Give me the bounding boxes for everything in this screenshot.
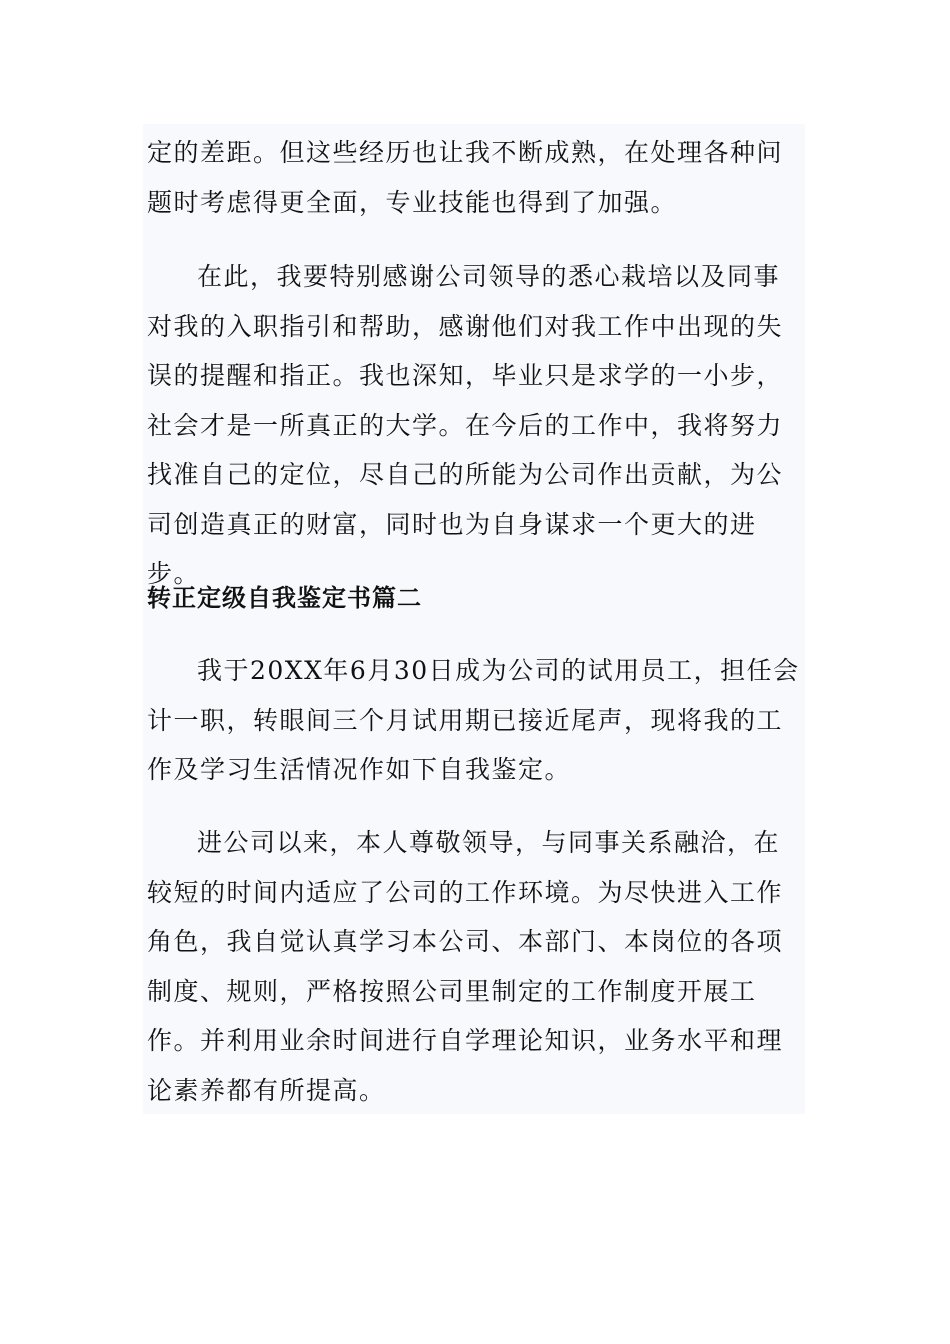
section-heading: 转正定级自我鉴定书篇二: [147, 584, 422, 612]
highlighted-text-area: [143, 124, 805, 1114]
paragraph-intro: 我于20XX年6月30日成为公司的试用员工，担任会计一职，转眼间三个月试用期已接近尾声，现将我的工作及学习生活情况作如下自我鉴定。: [147, 656, 800, 784]
paragraph-work-summary: 进公司以来，本人尊敬领导，与同事关系融洽，在较短的时间内适应了公司的工作环境。为尽快进入工作角色，我自觉认真学习本公司、本部门、本岗位的各项制度、规则，严格按照公司里制定的工作制度开展工作。并利用业余时间进行自学理论知识，业务水平和理论素养都有所提高。: [147, 828, 784, 1105]
paragraph-continuation: 定的差距。但这些经历也让我不断成熟，在处理各种问题时考虑得更全面，专业技能也得到了加强。: [147, 138, 784, 217]
paragraph-gratitude: 在此，我要特别感谢公司领导的悉心栽培以及同事对我的入职指引和帮助，感谢他们对我工作中出现的失误的提醒和指正。我也深知，毕业只是求学的一小步，社会才是一所真正的大学。在今后的工作中，我将努力找准自己的定位，尽自己的所能为公司作出贡献，为公司创造真正的财富，同时也为自身谋求一个更大的进步。: [147, 262, 784, 588]
